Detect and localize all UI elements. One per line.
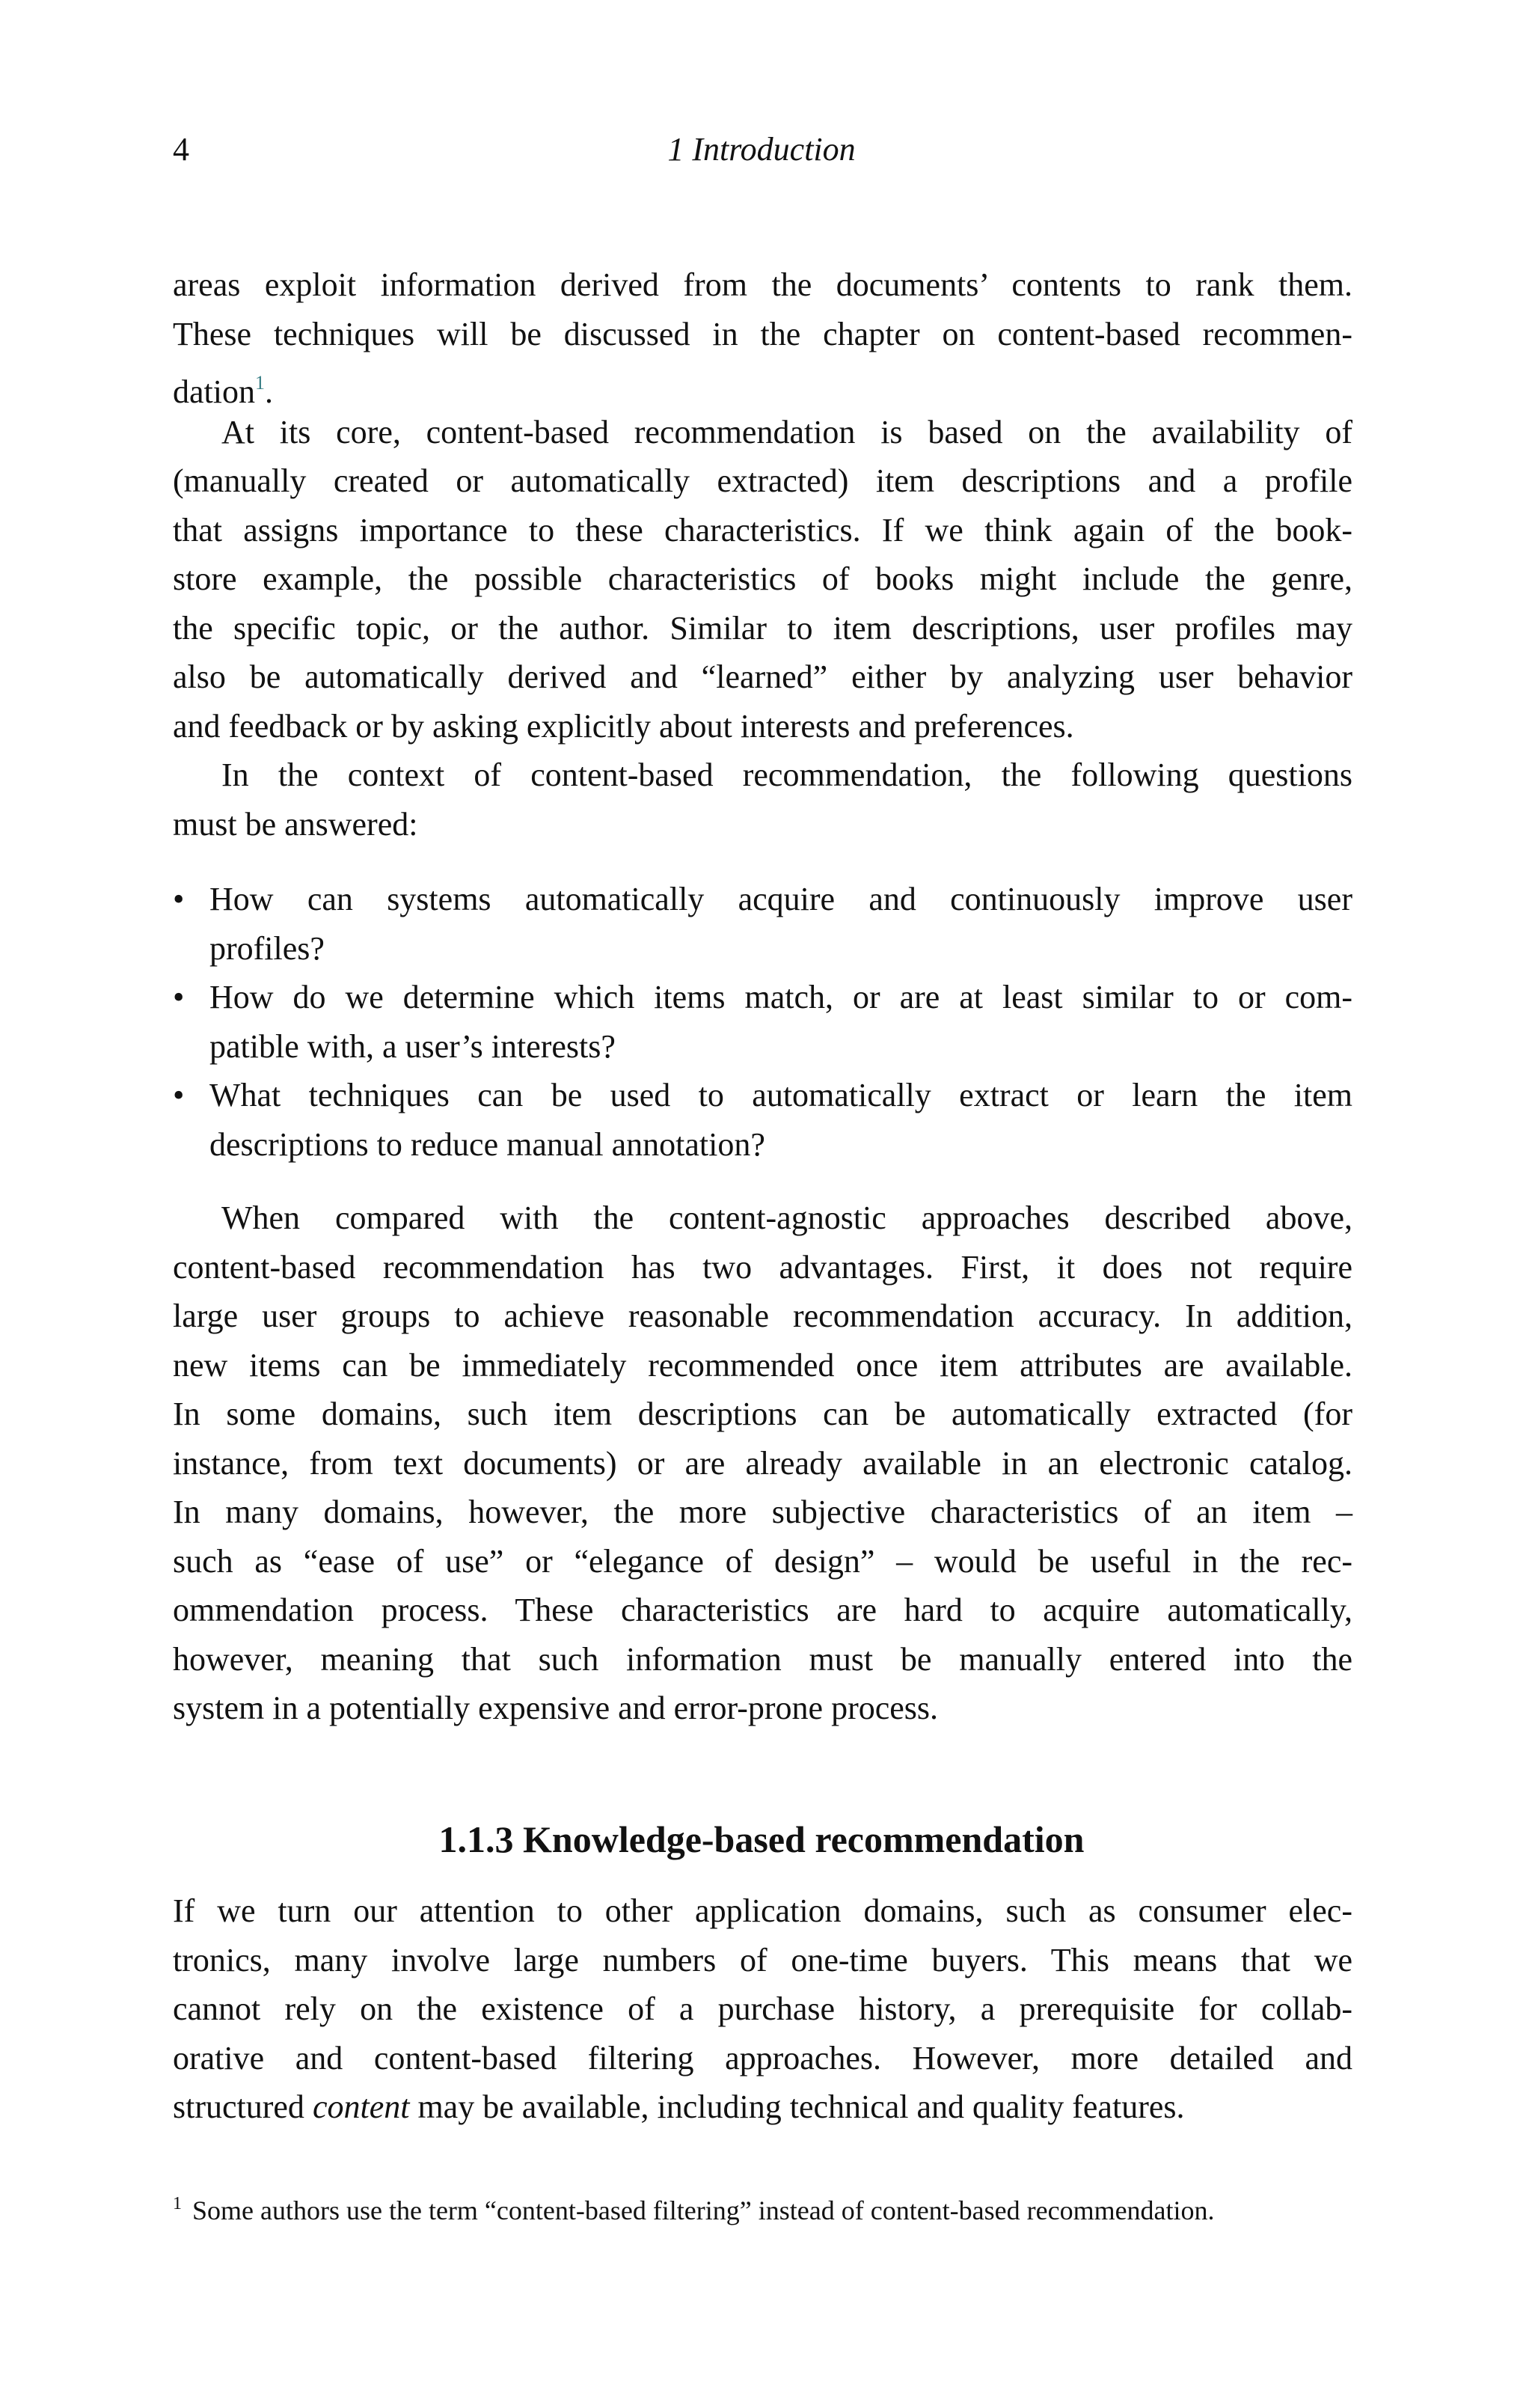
- list-item: [173, 1071, 1352, 1169]
- text-line: however, meaning that such information must be manually entered into the: [173, 1640, 1352, 1678]
- text-line: orative and content-based filtering approaches. However, more detailed and: [173, 2039, 1352, 2077]
- text-line: patible with, a user’s interests?: [209, 1027, 616, 1065]
- paragraph-5: [173, 1886, 1352, 2132]
- running-head: 1 Introduction: [667, 131, 856, 168]
- text-line: system in a potentially expensive and error-prone process.: [173, 1690, 939, 1726]
- text-line: the specific topic, or the author. Similar to item descriptions, user profiles may: [173, 609, 1352, 647]
- footnote: [173, 2185, 1215, 2229]
- footnote-text: Some authors use the term “content-based filtering” instead of content-based recommendation.: [192, 2195, 1215, 2225]
- text-line: tronics, many involve large numbers of one-time buyers. This means that we: [173, 1941, 1352, 1978]
- text-line: These techniques will be discussed in the chapter on content-based recommen-: [173, 315, 1352, 352]
- bullet-icon: •: [173, 881, 185, 917]
- footnote-marker-link[interactable]: 1: [254, 372, 265, 394]
- bullet-icon: •: [173, 1077, 185, 1113]
- text-line: content-based recommendation has two advantages. First, it does not require: [173, 1248, 1352, 1286]
- text-line: large user groups to achieve reasonable recommendation accuracy. In addition,: [173, 1298, 1352, 1334]
- text: .: [264, 373, 273, 410]
- text-line: also be automatically derived and “learned” either by analyzing user behavior: [173, 658, 1352, 695]
- list-item: [173, 875, 1352, 973]
- paragraph-1: [173, 260, 1352, 849]
- page-number: 4: [173, 131, 189, 168]
- text-line: (manually created or automatically extracted) item descriptions and a profile: [173, 462, 1352, 499]
- text-line: descriptions to reduce manual annotation?: [209, 1125, 765, 1163]
- text-line: How can systems automatically acquire and continuously improve user: [209, 881, 1352, 917]
- text-line: How do we determine which items match, or are at least similar to or com-: [209, 979, 1352, 1015]
- text-line: When compared with the content-agnostic approaches described above,: [221, 1200, 1352, 1236]
- bullet-list: [173, 875, 1352, 1169]
- text-line: What techniques can be used to automatically extract or learn the item: [209, 1077, 1352, 1113]
- text: may be available, including technical and quality features.: [409, 2088, 1185, 2125]
- text-line: cannot rely on the existence of a purchase history, a prerequisite for collab-: [173, 1990, 1352, 2027]
- text-line: In many domains, however, the more subjective characteristics of an item –: [173, 1494, 1352, 1530]
- text-line: profiles?: [209, 929, 325, 967]
- text-line: and feedback or by asking explicitly about interests and preferences.: [173, 707, 1074, 745]
- text-line: store example, the possible characteristics of books might include the genre,: [173, 560, 1352, 597]
- text-line: that assigns importance to these characteristics. If we think again of the book-: [173, 511, 1352, 548]
- text-line: ommendation process. These characteristics are hard to acquire automatically,: [173, 1592, 1352, 1628]
- text-line: must be answered:: [173, 805, 418, 843]
- section-heading: 1.1.3 Knowledge-based recommendation: [438, 1818, 1085, 1860]
- text: structured: [173, 2088, 313, 2125]
- text-line: In some domains, such item descriptions can be automatically extracted (for: [173, 1396, 1352, 1432]
- text-line: instance, from text documents) or are already available in an electronic catalog.: [173, 1444, 1352, 1482]
- emphasis-text: content: [312, 2088, 410, 2125]
- footnote-number: 1: [173, 2194, 182, 2213]
- text-line: In the context of content-based recommendation, the following questions: [221, 757, 1352, 793]
- text-line: [173, 358, 1352, 408]
- list-item: [173, 973, 1352, 1071]
- text-line: such as “ease of use” or “elegance of design” – would be useful in the rec-: [173, 1542, 1352, 1580]
- text-line: [173, 2082, 1352, 2132]
- paragraph-4: [173, 1194, 1352, 1733]
- text-line: If we turn our attention to other application domains, such as consumer elec-: [173, 1892, 1352, 1929]
- bullet-icon: •: [173, 979, 185, 1015]
- text-line: areas exploit information derived from the documents’ contents to rank them.: [173, 266, 1352, 303]
- text-line: At its core, content-based recommendation is based on the availability of: [221, 413, 1352, 450]
- text-line: new items can be immediately recommended once item attributes are available.: [173, 1346, 1352, 1384]
- text: dation: [173, 373, 255, 410]
